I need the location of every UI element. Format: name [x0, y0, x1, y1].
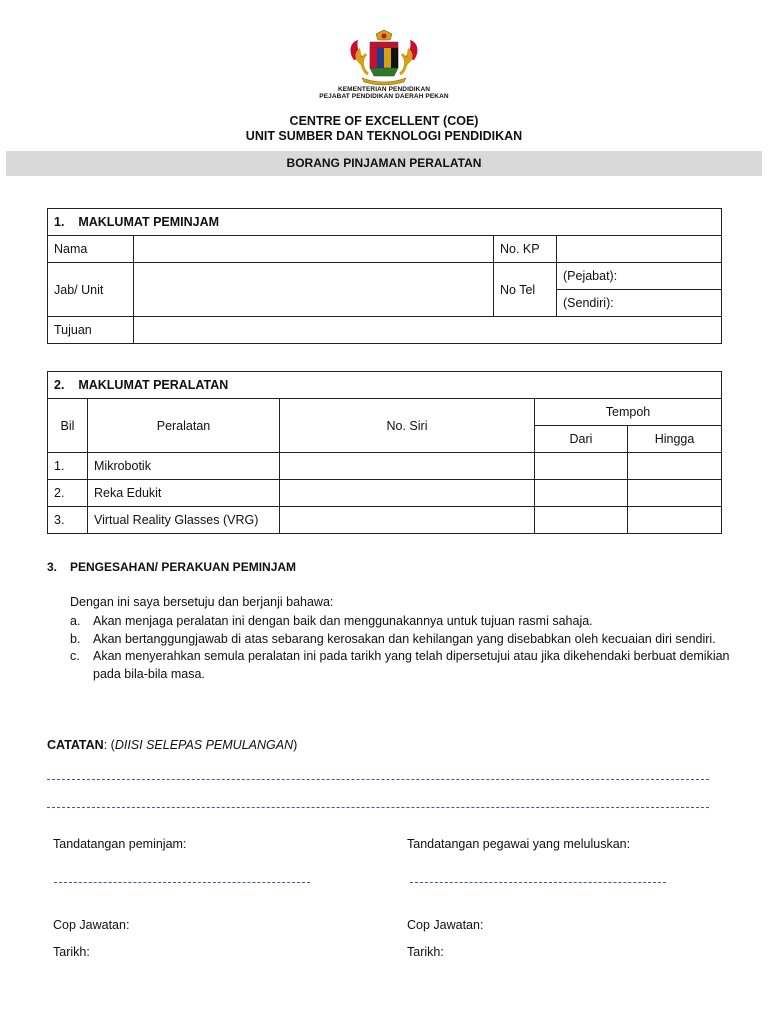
table-row [48, 507, 722, 534]
jab-unit-field[interactable] [134, 263, 494, 317]
district-office-name: PEJABAT PENDIDIKAN DAERAH PEKAN [319, 93, 449, 100]
catatan-label [47, 738, 297, 752]
section-3-number: 3. [47, 560, 58, 574]
row-dari-field[interactable] [535, 507, 628, 534]
nokp-field[interactable] [557, 236, 722, 263]
catatan-instruction: DIISI SELEPAS PEMULANGAN [114, 738, 294, 752]
borrower-signature-line[interactable] [54, 882, 310, 883]
section-3-heading [47, 560, 296, 574]
officer-signature-label: Tandatangan pegawai yang meluluskan: [407, 837, 631, 851]
row-item: Reka Edukit [88, 480, 280, 507]
nama-field[interactable] [134, 236, 494, 263]
row-nosiri-field[interactable] [280, 507, 535, 534]
catatan-line-2[interactable] [47, 807, 709, 808]
list-marker: b. [70, 631, 81, 646]
catatan-paren-open: : ( [103, 738, 115, 752]
officer-signature-line[interactable] [410, 882, 666, 883]
catatan-title: CATATAN [47, 738, 104, 752]
nokp-label: No. KP [494, 236, 557, 263]
row-dari-field[interactable] [535, 480, 628, 507]
tel-sendiri-field[interactable]: (Sendiri): [557, 290, 722, 317]
row-hingga-field[interactable] [628, 453, 722, 480]
ministry-name: KEMENTERIAN PENDIDIKAN [337, 86, 431, 93]
notel-label: No Tel [494, 263, 557, 317]
row-bil: 1. [48, 453, 88, 480]
tujuan-field[interactable] [134, 317, 722, 344]
col-tempoh-header: Tempoh [535, 399, 722, 426]
section-2-heading: 2. MAKLUMAT PERALATAN [48, 372, 722, 399]
table-row [48, 480, 722, 507]
list-marker: a. [70, 614, 81, 628]
centre-title: CENTRE OF EXCELLENT (COE) [289, 114, 479, 128]
row-bil: 3. [48, 507, 88, 534]
row-hingga-field[interactable] [628, 480, 722, 507]
col-dari-header: Dari [535, 426, 628, 453]
section-1-heading: 1. MAKLUMAT PEMINJAM [48, 209, 722, 236]
row-nosiri-field[interactable] [280, 453, 535, 480]
officer-date-label: Tarikh: [407, 945, 444, 959]
nama-label: Nama [48, 236, 134, 263]
tujuan-label: Tujuan [48, 317, 134, 344]
catatan-line-1[interactable] [47, 779, 709, 780]
unit-title: UNIT SUMBER DAN TEKNOLOGI PENDIDIKAN [245, 129, 523, 143]
table-row [48, 453, 722, 480]
jab-unit-label: Jab/ Unit [48, 263, 134, 317]
row-bil: 2. [48, 480, 88, 507]
col-bil-header: Bil [48, 399, 88, 453]
borrower-info-table [47, 208, 722, 344]
coat-of-arms-icon [346, 30, 422, 86]
list-text: Akan menjaga peralatan ini dengan baik dan menggunakannya untuk tujuan rasmi sahaja. [93, 614, 593, 628]
list-item [70, 613, 730, 631]
list-item [70, 631, 730, 649]
tel-pejabat-field[interactable]: (Pejabat): [557, 263, 722, 290]
list-marker: c. [70, 649, 80, 664]
borrower-date-label: Tarikh: [53, 945, 90, 959]
row-hingga-field[interactable] [628, 507, 722, 534]
list-text: Akan bertanggungjawab di atas sebarang kerosakan dan kehilangan yang disebabkan oleh kecuaian diri sendiri. [93, 631, 716, 646]
agreement-list [70, 613, 730, 684]
catatan-paren-close: ) [293, 738, 298, 752]
form-title-banner: BORANG PINJAMAN PERALATAN [6, 151, 762, 176]
row-dari-field[interactable] [535, 453, 628, 480]
row-item: Mikrobotik [88, 453, 280, 480]
list-text: Akan menyerahkan semula peralatan ini pada tarikh yang telah dipersetujui atau jika dikehendaki berbuat demikian pada bila-bila masa. [93, 649, 730, 682]
row-nosiri-field[interactable] [280, 480, 535, 507]
list-item [70, 648, 730, 683]
equipment-table [47, 371, 722, 534]
col-nosiri-header: No. Siri [280, 399, 535, 453]
borrower-cop-label: Cop Jawatan: [53, 918, 130, 932]
section-3-title: PENGESAHAN/ PERAKUAN PEMINJAM [70, 560, 297, 574]
borrower-signature-label: Tandatangan peminjam: [53, 837, 187, 851]
officer-cop-label: Cop Jawatan: [407, 918, 484, 932]
agreement-intro: Dengan ini saya bersetuju dan berjanji bahawa: [70, 595, 334, 609]
col-hingga-header: Hingga [628, 426, 722, 453]
col-peralatan-header: Peralatan [88, 399, 280, 453]
row-item: Virtual Reality Glasses (VRG) [88, 507, 280, 534]
